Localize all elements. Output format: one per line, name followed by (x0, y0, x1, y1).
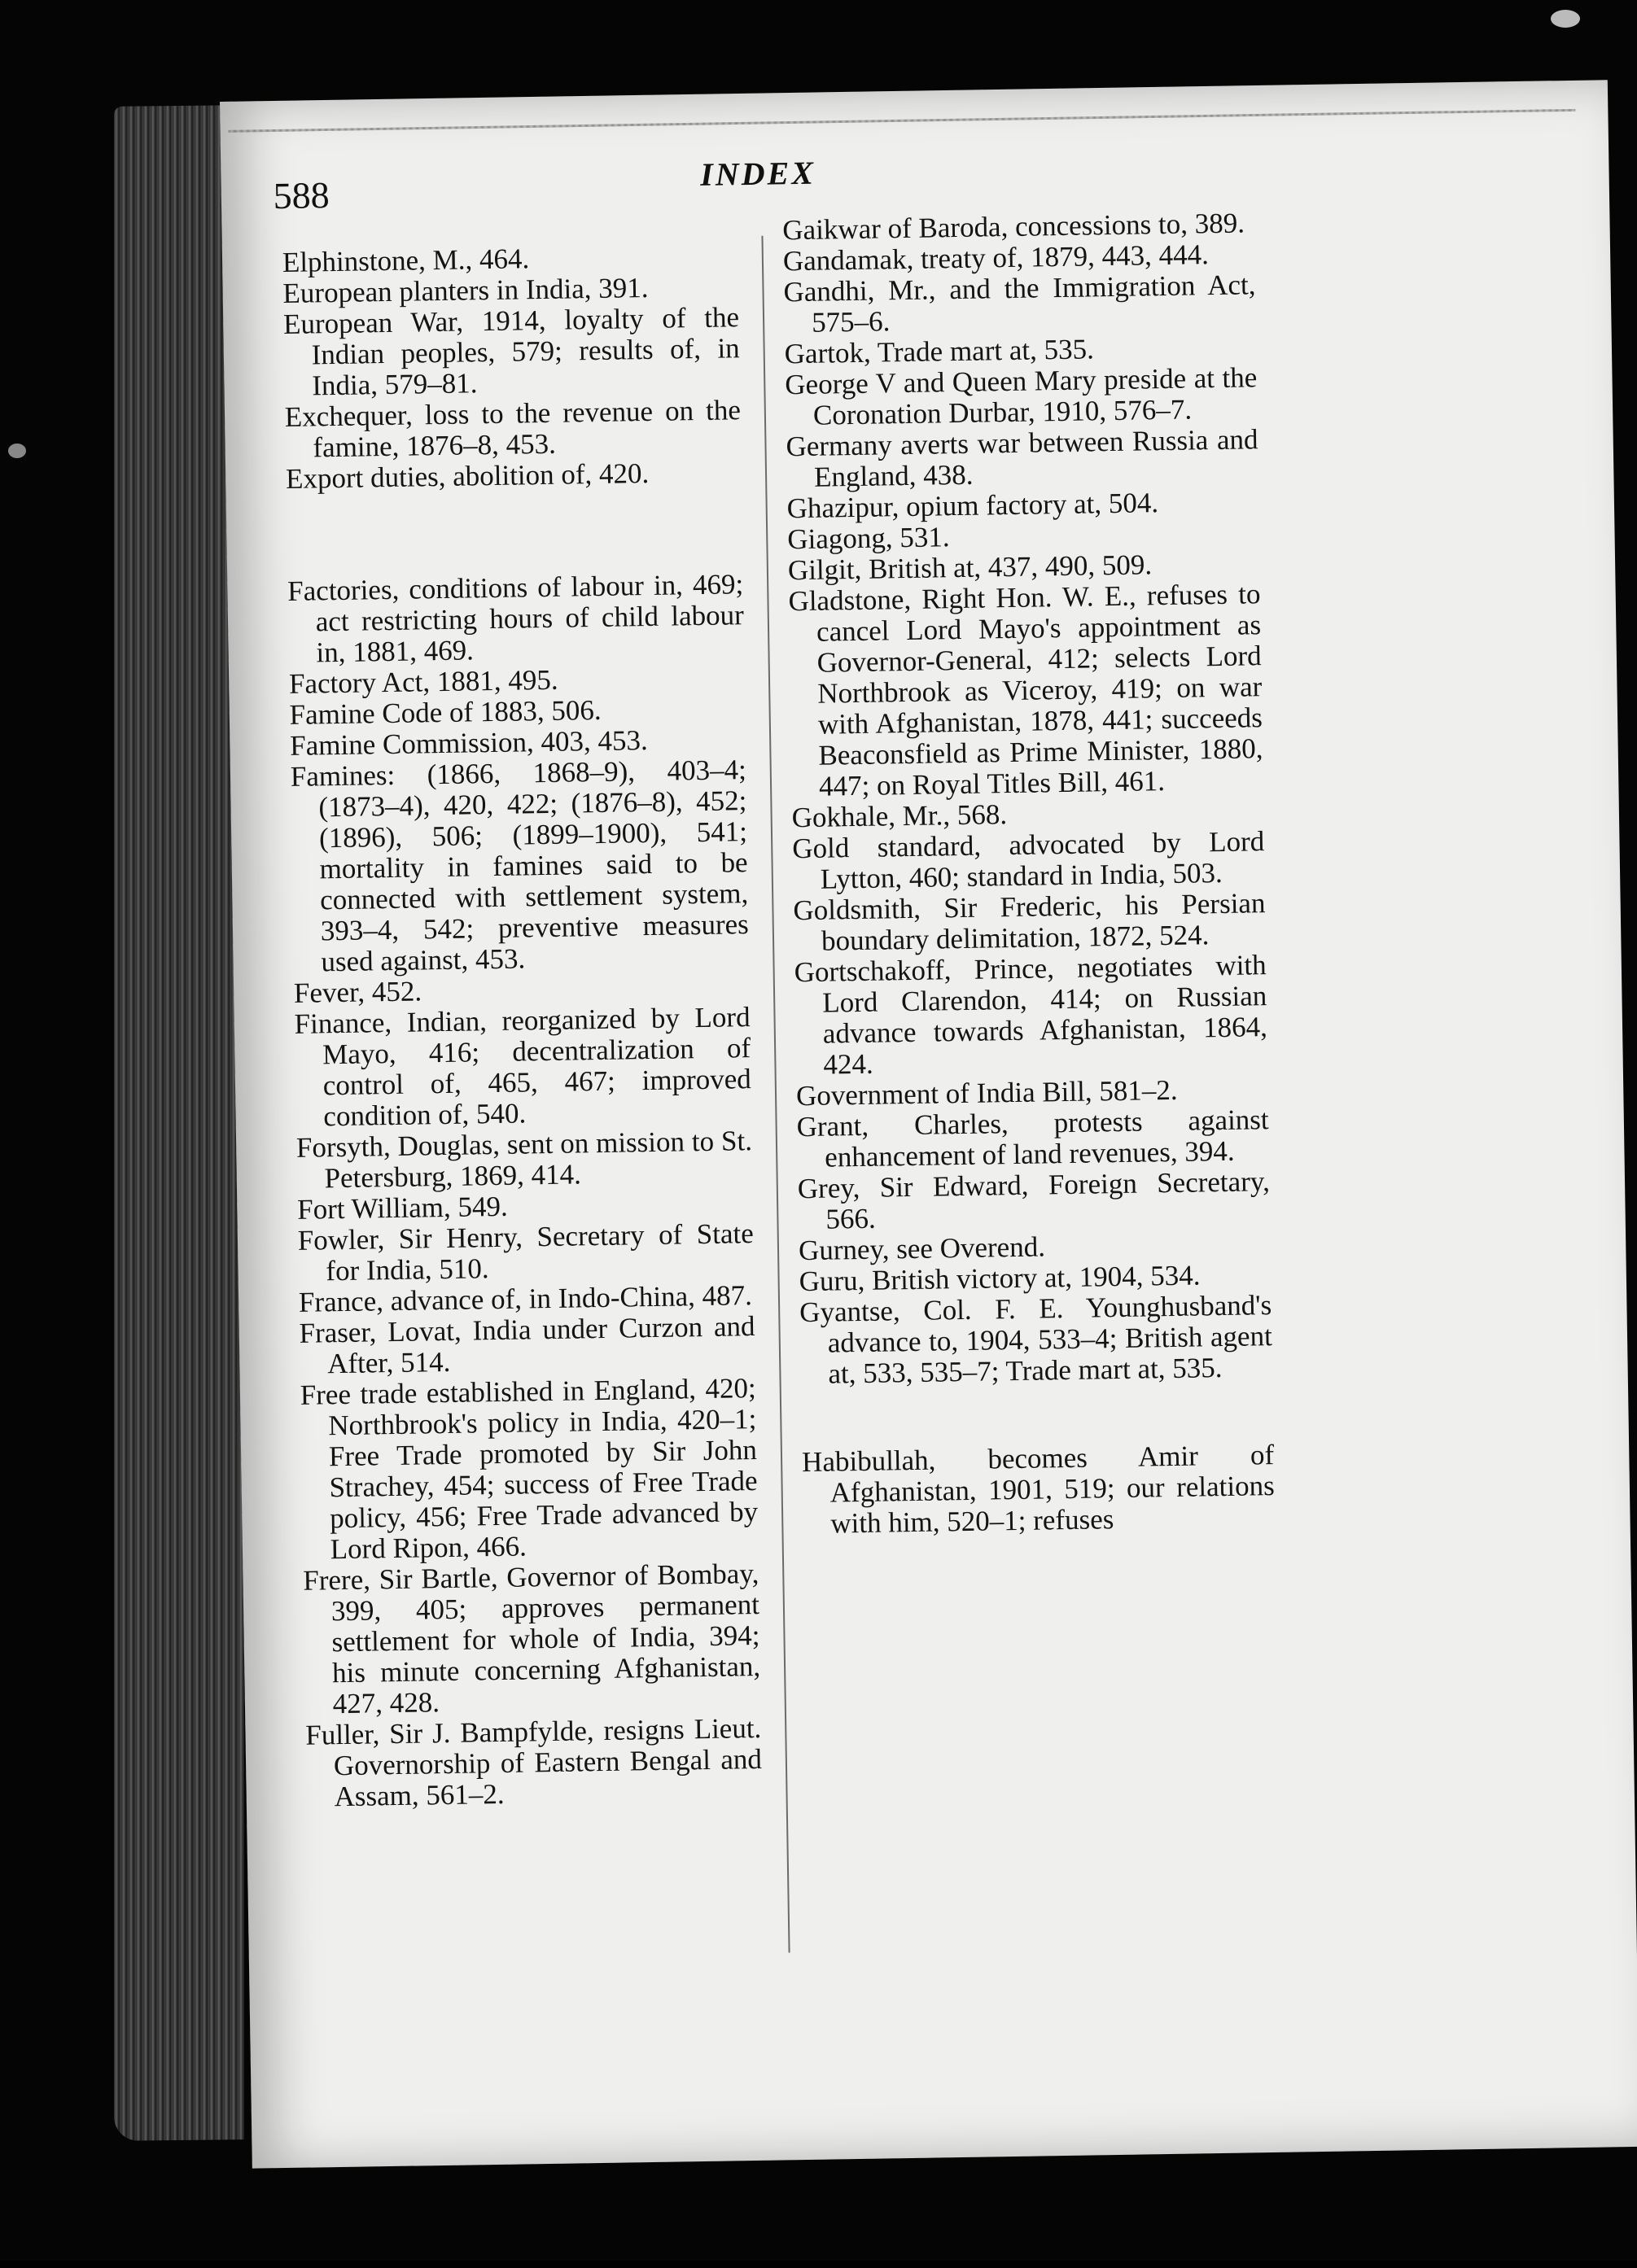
index-entry: Ghazipur, opium factory at, 504. (786, 487, 1159, 525)
letter-group-gap (286, 487, 743, 576)
index-entry: Finance, Indian, reorganized by Lord Mayo, 416; decentralization of control of, 465, 467; improved condition of, 540. (294, 1001, 752, 1133)
index-entry: Gokhale, Mr., 568. (791, 798, 1008, 834)
index-entry: Gortschakoff, Prince, negotiates with Lord Clarendon, 414; on Russian advance towards Afghanistan, 1864, 424. (794, 949, 1268, 1081)
index-entry: Elphinstone, M., 464. (282, 243, 530, 278)
index-entry: Germany averts war between Russia and England, 438. (786, 423, 1258, 493)
index-entry: Fraser, Lovat, India under Curzon and After, 514. (299, 1310, 755, 1380)
index-entry: Gilgit, British at, 437, 490, 509. (787, 548, 1153, 587)
index-entry: European planters in India, 391. (282, 271, 649, 309)
index-entry: Famines: (1866, 1868–9), 403–4; (1873–4), 420, 422; (1876–8), 452; (1896), 506; (1899–1900), 541; mortality in famines said to be connected with settlement system, 393–4, 542; preventive measures used against, 453. (290, 754, 750, 978)
index-entry: Fort William, 549. (296, 1190, 508, 1226)
index-entry: Goldsmith, Sir Frederic, his Persian boundary delimitation, 1872, 524. (793, 887, 1266, 957)
index-column-left (282, 240, 763, 1813)
index-entry: France, advance of, in Indo-China, 487. (298, 1279, 753, 1318)
index-entry: Factories, conditions of labour in, 469; act restricting hours of child labour in, 1881, 469. (287, 568, 745, 669)
index-entry: Gladstone, Right Hon. W. E., refuses to cancel Lord Mayo's appointment as Governor-General, 412; selects Lord Northbrook as Viceroy, 419; on war with Afghanistan, 1878, 441; succeeds Beaconsfield as Prime Minister, 1880, 447; on Royal Titles Bill, 461. (788, 578, 1263, 802)
running-head: INDEX (699, 154, 816, 193)
index-entry: Forsyth, Douglas, sent on mission to St. Petersburg, 1869, 414. (295, 1125, 753, 1195)
index-entry: Gurney, see Overend. (798, 1230, 1046, 1267)
index-entry: George V and Queen Mary preside at the Coronation Durbar, 1910, 576–7. (785, 361, 1258, 431)
column-divider (761, 236, 790, 1953)
index-entry: Famine Commission, 403, 453. (289, 724, 648, 762)
index-entry: Habibullah, becomes Amir of Afghanistan, 1901, 519; our relations with him, 520–1; refuses (801, 1439, 1275, 1540)
index-entry: Gandhi, Mr., and the Immigration Act, 575–6. (783, 269, 1256, 339)
index-entry: Fuller, Sir J. Bampfylde, resigns Lieut. Governorship of Eastern Bengal and Assam, 561–2. (305, 1711, 763, 1813)
index-column-right (782, 208, 1275, 1540)
index-entry: Frere, Sir Bartle, Governor of Bombay, 399, 405; approves permanent settlement for whole of India, 394; his minute concerning Afghanistan, 427, 428. (303, 1557, 761, 1720)
index-entry: Gandamak, treaty of, 1879, 443, 444. (782, 238, 1210, 277)
index-entry: Exchequer, loss to the revenue on the famine, 1876–8, 453. (284, 394, 742, 464)
index-entry: Export duties, abolition of, 420. (285, 457, 650, 495)
index-entry: Famine Code of 1883, 506. (289, 693, 602, 731)
index-entry: Fowler, Sir Henry, Secretary of State for India, 510. (297, 1217, 755, 1287)
index-entry: Grey, Sir Edward, Foreign Secretary, 566. (797, 1165, 1271, 1235)
index-entry: Gaikwar of Baroda, concessions to, 389. (782, 207, 1245, 247)
page-number: 588 (273, 174, 330, 217)
index-entry: Fever, 452. (293, 975, 422, 1009)
index-entry: Government of India Bill, 581–2. (795, 1073, 1178, 1112)
index-entry: Gold standard, advocated by Lord Lytton, 460; standard in India, 503. (791, 825, 1265, 895)
index-entry: Giagong, 531. (787, 521, 950, 556)
index-entry: Gyantse, Col. F. E. Younghusband's advance to, 1904, 533–4; British agent at, 533, 535–7; Trade mart at, 535. (799, 1289, 1273, 1390)
letter-group-gap (801, 1383, 1274, 1447)
index-entry: Grant, Charles, protests against enhancement of land revenues, 394. (796, 1103, 1269, 1173)
index-entry: Free trade established in England, 420; Northbrook's policy in India, 420–1; Free Trade promoted by Sir John Strachey, 454; success of Free Trade policy, 456; Free Trade advanced by Lord Ripon, 466. (300, 1372, 759, 1566)
index-entry: European War, 1914, loyalty of the Indian peoples, 579; results of, in India, 579–81. (282, 301, 740, 402)
index-entry: Gartok, Trade mart at, 535. (784, 333, 1095, 370)
index-entry: Factory Act, 1881, 495. (288, 663, 558, 700)
index-entry: Guru, British victory at, 1904, 534. (799, 1259, 1201, 1298)
